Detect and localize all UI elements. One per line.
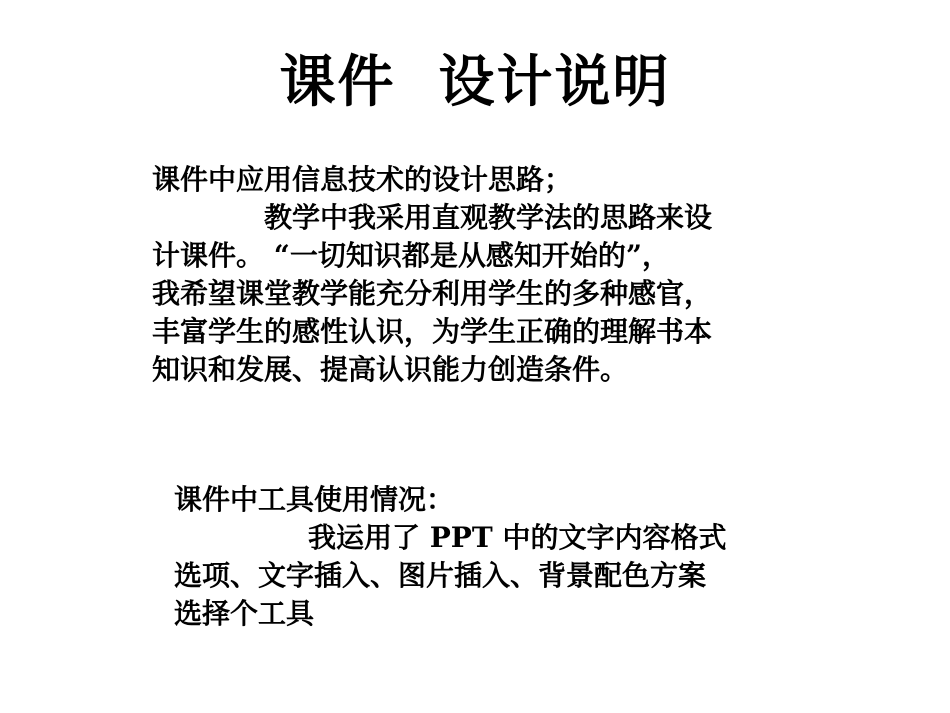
slide-title: 课件 设计说明 [279,49,671,115]
design-rationale-line-3: 我希望课堂教学能充分利用学生的多种感官， [152,277,713,310]
design-rationale-section [152,161,792,389]
design-rationale-line-4: 丰富学生的感性认识，为学生正确的理解书本 [152,315,713,348]
tool-usage-heading: 课件中工具使用情况： [174,483,455,516]
tool-usage-line-1: 我运用了 PPT 中的文字内容格式 [308,521,727,554]
tool-usage-line-2: 选项、文字插入、图片插入、背景配色方案 [174,559,707,592]
design-rationale-line-5: 知识和发展、提高认识能力创造条件。 [152,353,629,386]
design-rationale-line-1: 教学中我采用直观教学法的思路来设 [264,201,713,234]
design-rationale-heading: 课件中应用信息技术的设计思路； [152,163,573,196]
design-rationale-line-2: 计课件。 “一切知识都是从感知开始的”， [152,239,670,272]
tool-usage-line-3: 选择个工具 [174,597,315,630]
tool-usage-section [174,481,794,633]
